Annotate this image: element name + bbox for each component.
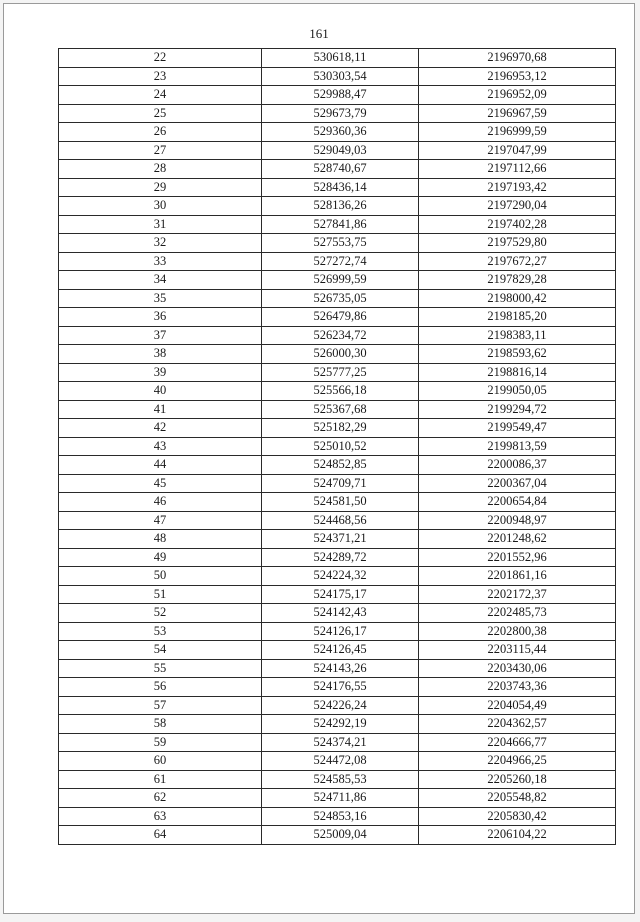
- document-page: [3, 3, 635, 914]
- table-row: [59, 456, 616, 475]
- point-number-cell: 24: [59, 86, 262, 105]
- x-coordinate-cell: 528136,26: [262, 197, 419, 216]
- y-coordinate-cell: 2202172,37: [419, 585, 616, 604]
- y-coordinate-cell: 2198816,14: [419, 363, 616, 382]
- table-row: [59, 123, 616, 142]
- x-coordinate-cell: 524142,43: [262, 604, 419, 623]
- table-row: [59, 326, 616, 345]
- table-row: [59, 437, 616, 456]
- y-coordinate-cell: 2199294,72: [419, 400, 616, 419]
- coordinates-table: [58, 48, 616, 845]
- point-number-cell: 52: [59, 604, 262, 623]
- table-row: [59, 160, 616, 179]
- point-number-cell: 33: [59, 252, 262, 271]
- y-coordinate-cell: 2202800,38: [419, 622, 616, 641]
- table-row: [59, 197, 616, 216]
- y-coordinate-cell: 2204966,25: [419, 752, 616, 771]
- table-row: [59, 400, 616, 419]
- y-coordinate-cell: 2206104,22: [419, 826, 616, 845]
- point-number-cell: 25: [59, 104, 262, 123]
- table-row: [59, 770, 616, 789]
- x-coordinate-cell: 524289,72: [262, 548, 419, 567]
- table-row: [59, 696, 616, 715]
- x-coordinate-cell: 529360,36: [262, 123, 419, 142]
- point-number-cell: 45: [59, 474, 262, 493]
- point-number-cell: 44: [59, 456, 262, 475]
- point-number-cell: 22: [59, 49, 262, 68]
- y-coordinate-cell: 2204362,57: [419, 715, 616, 734]
- x-coordinate-cell: 524472,08: [262, 752, 419, 771]
- table-row: [59, 252, 616, 271]
- x-coordinate-cell: 525367,68: [262, 400, 419, 419]
- x-coordinate-cell: 524468,56: [262, 511, 419, 530]
- y-coordinate-cell: 2198593,62: [419, 345, 616, 364]
- y-coordinate-cell: 2196999,59: [419, 123, 616, 142]
- x-coordinate-cell: 529988,47: [262, 86, 419, 105]
- table-row: [59, 752, 616, 771]
- y-coordinate-cell: 2197672,27: [419, 252, 616, 271]
- table-row: [59, 511, 616, 530]
- x-coordinate-cell: 526999,59: [262, 271, 419, 290]
- y-coordinate-cell: 2196967,59: [419, 104, 616, 123]
- y-coordinate-cell: 2204666,77: [419, 733, 616, 752]
- x-coordinate-cell: 529049,03: [262, 141, 419, 160]
- point-number-cell: 47: [59, 511, 262, 530]
- y-coordinate-cell: 2203743,36: [419, 678, 616, 697]
- x-coordinate-cell: 524126,17: [262, 622, 419, 641]
- x-coordinate-cell: 530618,11: [262, 49, 419, 68]
- y-coordinate-cell: 2199813,59: [419, 437, 616, 456]
- point-number-cell: 35: [59, 289, 262, 308]
- x-coordinate-cell: 524224,32: [262, 567, 419, 586]
- x-coordinate-cell: 525010,52: [262, 437, 419, 456]
- table-row: [59, 715, 616, 734]
- page-number: 161: [309, 26, 329, 41]
- table-row: [59, 807, 616, 826]
- y-coordinate-cell: 2201861,16: [419, 567, 616, 586]
- x-coordinate-cell: 524371,21: [262, 530, 419, 549]
- point-number-cell: 62: [59, 789, 262, 808]
- point-number-cell: 63: [59, 807, 262, 826]
- x-coordinate-cell: 524176,55: [262, 678, 419, 697]
- x-coordinate-cell: 527553,75: [262, 234, 419, 253]
- y-coordinate-cell: 2200367,04: [419, 474, 616, 493]
- point-number-cell: 36: [59, 308, 262, 327]
- x-coordinate-cell: 527841,86: [262, 215, 419, 234]
- x-coordinate-cell: 525182,29: [262, 419, 419, 438]
- x-coordinate-cell: 525777,25: [262, 363, 419, 382]
- x-coordinate-cell: 525566,18: [262, 382, 419, 401]
- table-row: [59, 86, 616, 105]
- point-number-cell: 50: [59, 567, 262, 586]
- x-coordinate-cell: 526234,72: [262, 326, 419, 345]
- y-coordinate-cell: 2196952,09: [419, 86, 616, 105]
- point-number-cell: 23: [59, 67, 262, 86]
- table-row: [59, 474, 616, 493]
- y-coordinate-cell: 2202485,73: [419, 604, 616, 623]
- x-coordinate-cell: 524711,86: [262, 789, 419, 808]
- point-number-cell: 64: [59, 826, 262, 845]
- table-row: [59, 530, 616, 549]
- table-row: [59, 178, 616, 197]
- point-number-cell: 51: [59, 585, 262, 604]
- y-coordinate-cell: 2196970,68: [419, 49, 616, 68]
- table-row: [59, 548, 616, 567]
- x-coordinate-cell: 530303,54: [262, 67, 419, 86]
- table-row: [59, 733, 616, 752]
- table-row: [59, 67, 616, 86]
- point-number-cell: 58: [59, 715, 262, 734]
- point-number-cell: 43: [59, 437, 262, 456]
- point-number-cell: 34: [59, 271, 262, 290]
- table-row: [59, 234, 616, 253]
- y-coordinate-cell: 2201552,96: [419, 548, 616, 567]
- y-coordinate-cell: 2204054,49: [419, 696, 616, 715]
- table-row: [59, 49, 616, 68]
- x-coordinate-cell: 528436,14: [262, 178, 419, 197]
- x-coordinate-cell: 527272,74: [262, 252, 419, 271]
- table-row: [59, 104, 616, 123]
- point-number-cell: 28: [59, 160, 262, 179]
- point-number-cell: 56: [59, 678, 262, 697]
- point-number-cell: 46: [59, 493, 262, 512]
- y-coordinate-cell: 2205260,18: [419, 770, 616, 789]
- y-coordinate-cell: 2198000,42: [419, 289, 616, 308]
- y-coordinate-cell: 2197290,04: [419, 197, 616, 216]
- table-row: [59, 567, 616, 586]
- y-coordinate-cell: 2197193,42: [419, 178, 616, 197]
- point-number-cell: 40: [59, 382, 262, 401]
- table-row: [59, 419, 616, 438]
- point-number-cell: 48: [59, 530, 262, 549]
- point-number-cell: 57: [59, 696, 262, 715]
- y-coordinate-cell: 2200654,84: [419, 493, 616, 512]
- table-row: [59, 641, 616, 660]
- y-coordinate-cell: 2200948,97: [419, 511, 616, 530]
- x-coordinate-cell: 526479,86: [262, 308, 419, 327]
- table-row: [59, 363, 616, 382]
- y-coordinate-cell: 2199050,05: [419, 382, 616, 401]
- x-coordinate-cell: 524853,16: [262, 807, 419, 826]
- table-row: [59, 789, 616, 808]
- table-row: [59, 493, 616, 512]
- point-number-cell: 39: [59, 363, 262, 382]
- y-coordinate-cell: 2205830,42: [419, 807, 616, 826]
- point-number-cell: 29: [59, 178, 262, 197]
- table-row: [59, 271, 616, 290]
- y-coordinate-cell: 2203430,06: [419, 659, 616, 678]
- point-number-cell: 53: [59, 622, 262, 641]
- x-coordinate-cell: 524581,50: [262, 493, 419, 512]
- x-coordinate-cell: 529673,79: [262, 104, 419, 123]
- table-row: [59, 604, 616, 623]
- point-number-cell: 30: [59, 197, 262, 216]
- table-row: [59, 678, 616, 697]
- y-coordinate-cell: 2200086,37: [419, 456, 616, 475]
- x-coordinate-cell: 524709,71: [262, 474, 419, 493]
- point-number-cell: 32: [59, 234, 262, 253]
- point-number-cell: 31: [59, 215, 262, 234]
- y-coordinate-cell: 2199549,47: [419, 419, 616, 438]
- point-number-cell: 37: [59, 326, 262, 345]
- table-row: [59, 215, 616, 234]
- y-coordinate-cell: 2197829,28: [419, 271, 616, 290]
- x-coordinate-cell: 526735,05: [262, 289, 419, 308]
- table-row: [59, 141, 616, 160]
- x-coordinate-cell: 524143,26: [262, 659, 419, 678]
- table-row: [59, 382, 616, 401]
- point-number-cell: 54: [59, 641, 262, 660]
- y-coordinate-cell: 2197047,99: [419, 141, 616, 160]
- x-coordinate-cell: 524585,53: [262, 770, 419, 789]
- point-number-cell: 60: [59, 752, 262, 771]
- x-coordinate-cell: 526000,30: [262, 345, 419, 364]
- table-row: [59, 345, 616, 364]
- table-row: [59, 289, 616, 308]
- y-coordinate-cell: 2197529,80: [419, 234, 616, 253]
- y-coordinate-cell: 2203115,44: [419, 641, 616, 660]
- x-coordinate-cell: 524374,21: [262, 733, 419, 752]
- table-row: [59, 308, 616, 327]
- table-row: [59, 585, 616, 604]
- x-coordinate-cell: 525009,04: [262, 826, 419, 845]
- x-coordinate-cell: 528740,67: [262, 160, 419, 179]
- y-coordinate-cell: 2201248,62: [419, 530, 616, 549]
- x-coordinate-cell: 524292,19: [262, 715, 419, 734]
- point-number-cell: 55: [59, 659, 262, 678]
- x-coordinate-cell: 524175,17: [262, 585, 419, 604]
- point-number-cell: 41: [59, 400, 262, 419]
- y-coordinate-cell: 2198383,11: [419, 326, 616, 345]
- x-coordinate-cell: 524126,45: [262, 641, 419, 660]
- point-number-cell: 42: [59, 419, 262, 438]
- table-row: [59, 826, 616, 845]
- point-number-cell: 27: [59, 141, 262, 160]
- point-number-cell: 49: [59, 548, 262, 567]
- point-number-cell: 59: [59, 733, 262, 752]
- x-coordinate-cell: 524852,85: [262, 456, 419, 475]
- y-coordinate-cell: 2197112,66: [419, 160, 616, 179]
- point-number-cell: 38: [59, 345, 262, 364]
- table-row: [59, 622, 616, 641]
- coordinates-table-body: [59, 49, 616, 845]
- table-row: [59, 659, 616, 678]
- x-coordinate-cell: 524226,24: [262, 696, 419, 715]
- point-number-cell: 61: [59, 770, 262, 789]
- y-coordinate-cell: 2197402,28: [419, 215, 616, 234]
- y-coordinate-cell: 2198185,20: [419, 308, 616, 327]
- y-coordinate-cell: 2205548,82: [419, 789, 616, 808]
- point-number-cell: 26: [59, 123, 262, 142]
- y-coordinate-cell: 2196953,12: [419, 67, 616, 86]
